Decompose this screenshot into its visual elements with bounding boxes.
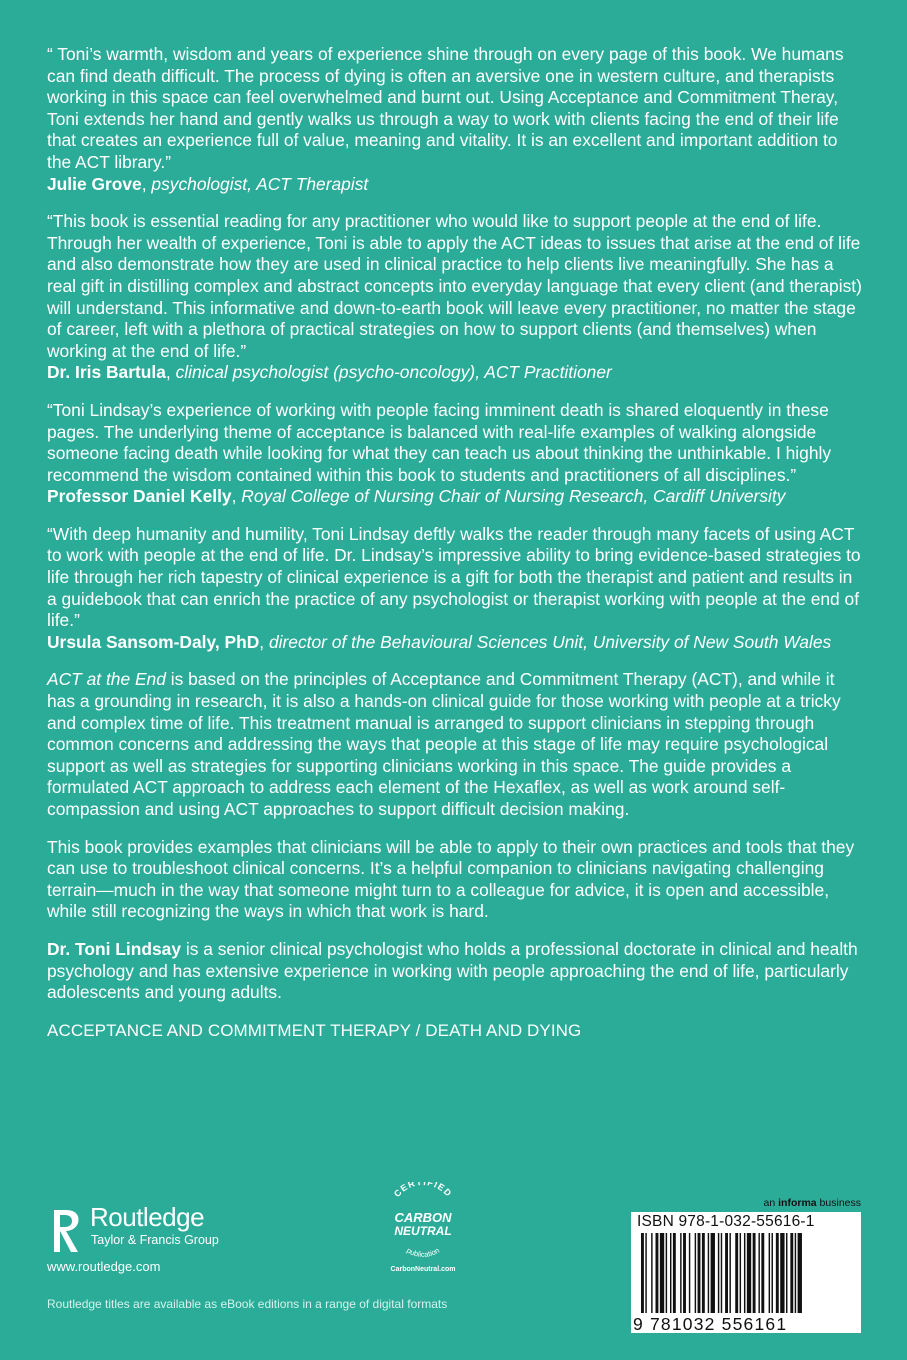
barcode-bar <box>769 1233 770 1313</box>
barcode-bar <box>744 1233 745 1313</box>
barcode-bar <box>721 1233 722 1313</box>
testimonial-attribution: Ursula Sansom-Daly, PhD, director of the Behavioural Sciences Unit, University of New South Wales <box>47 631 832 652</box>
barcode-bar <box>795 1233 796 1313</box>
testimonial-attribution: Professor Daniel Kelly, Royal College of Nursing Chair of Nursing Research, Cardiff University <box>47 486 786 507</box>
testimonial-quote: “This book is essential reading for any practitioner who would like to support people at the end of life. Through her wealth of experience, Toni is able to apply the ACT ideas to issues that arise at the end of life and also demonstrate how they are used in clinical practice to help clients live meaningfully. She has a real gift in distilling complex and abstract concepts into everyday language that every client (and therapist) will understand. This informative and down-to-earth book will leave every practitioner, no matter the stage of career, left with a plethora of practical strategies on how to support clients (and themselves) when working at the end of life.” <box>47 211 862 361</box>
testimonial-attribution: Dr. Iris Bartula, clinical psychologist (psycho-oncology), ACT Practitioner <box>47 362 612 383</box>
reviewer-name: Ursula Sansom-Daly, PhD <box>47 631 260 652</box>
back-cover-text <box>47 44 862 1041</box>
barcode-bar <box>753 1233 756 1313</box>
barcode-box <box>631 1212 861 1333</box>
barcode-bar <box>708 1233 709 1313</box>
barcode-bar <box>689 1233 690 1313</box>
barcode-bar <box>670 1233 671 1313</box>
testimonial-attribution: Julie Grove, psychologist, ACT Therapist <box>47 173 369 194</box>
barcode-bar <box>656 1233 659 1313</box>
description-paragraph-2: This book provides examples that clinicians will be able to apply to their own practices and tools that they can use to troubleshoot clinical concerns. It’s a helpful companion to clinicians navigating challenging terrain—much in the way that someone might turn to a colleague for advice, it is open and accessible, while still recognizing the ways in which that work is hard. <box>47 836 855 922</box>
barcode-bar <box>740 1233 741 1313</box>
barcode-bar <box>761 1233 764 1313</box>
barcode-bar <box>735 1233 738 1313</box>
barcode-bar <box>790 1233 793 1313</box>
barcode-bar <box>725 1233 728 1313</box>
subject-category: ACCEPTANCE AND COMMITMENT THERAPY / DEATH AND DYING <box>47 1020 582 1040</box>
carbon-top-text: CERTIFIED <box>391 1182 455 1199</box>
barcode-bar <box>683 1233 686 1313</box>
reviewer-role: Royal College of Nursing Chair of Nursing Research, Cardiff University <box>241 486 786 507</box>
author-bio-text: is a senior clinical psychologist who holds a professional doctorate in clinical and health psychology and has extensive experience in working with people approaching the end of life, particularly adolescents and young adults. <box>47 938 858 1003</box>
testimonial <box>47 400 862 508</box>
barcode-area <box>631 1198 861 1333</box>
carbon-bottom-text: publication <box>405 1245 441 1259</box>
carbon-mid2: NEUTRAL <box>394 1224 452 1238</box>
barcode-bar <box>780 1233 784 1313</box>
publisher-url: www.routledge.com <box>47 1259 161 1274</box>
author-name: Dr. Toni Lindsay <box>47 938 181 959</box>
ebook-note: Routledge titles are available as eBook editions in a range of digital formats <box>47 1297 448 1311</box>
testimonial <box>47 211 862 384</box>
barcode-bar <box>718 1233 719 1313</box>
barcode-bar <box>786 1233 787 1313</box>
informa-prefix: an <box>763 1197 779 1209</box>
barcode-bar <box>747 1233 751 1313</box>
reviewer-role: clinical psychologist (psycho-oncology), ACT Practitioner <box>175 362 612 383</box>
barcode-bar <box>758 1233 759 1313</box>
informa-note <box>764 1197 861 1209</box>
barcode-bar <box>641 1233 644 1313</box>
carbon-mid1: CARBON <box>394 1210 452 1225</box>
carbon-site: CarbonNeutral.com <box>390 1266 456 1273</box>
barcode-bar <box>698 1233 701 1313</box>
publisher-group: Taylor & Francis Group <box>91 1233 219 1247</box>
reviewer-role: director of the Behavioural Sciences Unit, University of New South Wales <box>268 631 832 652</box>
barcode-digits: 9 781032 556161 <box>633 1314 788 1334</box>
reviewer-name: Dr. Iris Bartula <box>47 362 166 383</box>
barcode-bar <box>660 1233 664 1313</box>
barcode-bar <box>772 1233 773 1313</box>
testimonial-quote: “ Toni’s warmth, wisdom and years of experience shine through on every page of this book. We humans can find death difficult. The process of dying is often an aversive one in western culture, and therapists working in this space can feel overwhelmed and burnt out. Using Acceptance and Commitment Theray, Toni extends her hand and gently walks us through a way to work with clients facing the end of their life that creates an experience full of value, meaning and vitality. It is an excellent and important addition to the ACT library.” <box>47 44 844 172</box>
publisher-name: Routledge <box>90 1202 205 1232</box>
testimonial-quote: “Toni Lindsay’s experience of working with people facing imminent death is shared eloquently in these pages. The underlying theme of acceptance is balanced with real-life examples of walking alongside someone facing death while looking for what they can teach us about thinking the unthinkable. I highly recommend the wisdom contained within this book to students and practitioners of all disciplines.” <box>47 399 832 485</box>
barcode-bar <box>776 1233 779 1313</box>
barcode-bar <box>651 1233 652 1313</box>
carbon-neutral-icon <box>378 1182 468 1277</box>
description-text: is based on the principles of Acceptance and Commitment Therapy (ACT), and while it has a grounding in research, it is also a hands-on clinical guide for those working with people at a tricky and complex time of life. This treatment manual is arranged to support clinicians in stepping through common concerns and addressing the ways that people at this stage of life may require psychological support as well as strategies for supporting clinicians working in this space. The guide provides a formulated ACT approach to address each element of the Hexaflex, as well as work around self-compassion and using ACT approaches to support difficult decision making. <box>47 669 841 819</box>
barcode-bar <box>711 1233 715 1313</box>
reviewer-name: Julie Grove <box>47 173 142 194</box>
author-bio <box>47 939 862 1004</box>
barcode-bar <box>798 1233 802 1313</box>
publisher-logo <box>40 1198 270 1258</box>
barcode-bar <box>673 1233 676 1313</box>
routledge-r-icon <box>44 1206 84 1258</box>
reviewer-role: psychologist, ACT Therapist <box>151 173 369 194</box>
barcode-bar <box>645 1233 646 1313</box>
barcode-bar <box>729 1233 730 1313</box>
description-paragraph-1 <box>47 669 862 820</box>
barcode-bar <box>680 1233 681 1313</box>
informa-suffix: business <box>816 1197 861 1209</box>
testimonial <box>47 44 862 195</box>
informa-brand: informa <box>778 1197 817 1209</box>
barcode-bars <box>639 1233 853 1319</box>
svg-text:publication <box>405 1246 441 1259</box>
routledge-emblem <box>44 1206 84 1258</box>
testimonial-quote: “With deep humanity and humility, Toni Lindsay deftly walks the reader through many facets of using ACT to work with people at the end of life. Dr. Lindsay’s impressive ability to bring evidence-based strategies to life through her rich tapestry of clinical experience is a gift for both the therapist and patient and results in a guidebook that can enrich the practice of any psychologist or therapist working with people at the end of life.” <box>47 523 861 631</box>
book-title: ACT at the End <box>47 669 166 690</box>
testimonial <box>47 524 862 654</box>
isbn-text: ISBN 978-1-032-55616-1 <box>637 1213 815 1230</box>
svg-text:CERTIFIED <box>392 1182 454 1199</box>
barcode-bar <box>666 1233 667 1313</box>
carbon-neutral-seal <box>378 1182 468 1277</box>
reviewer-name: Professor Daniel Kelly <box>47 486 232 507</box>
barcode-bar <box>702 1233 705 1313</box>
barcode-bar <box>695 1233 696 1313</box>
